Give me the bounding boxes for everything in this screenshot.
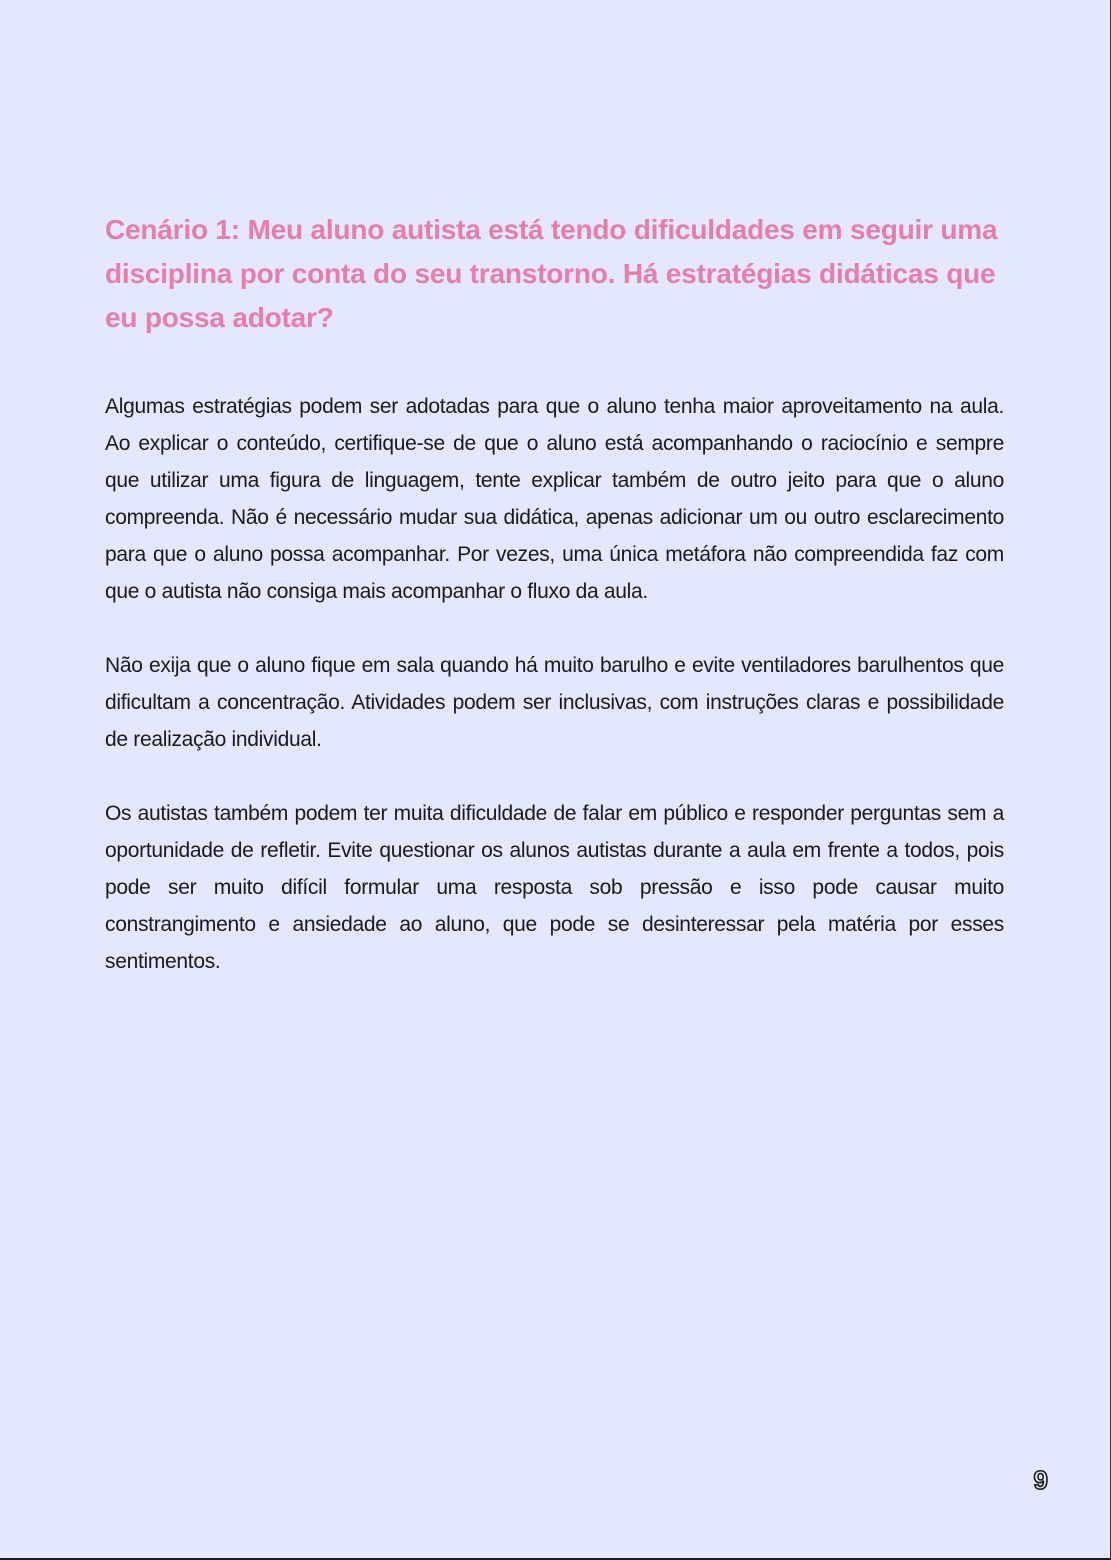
paragraph-3: Os autistas também podem ter muita dificuldade de falar em público e responder perguntas sem a oportunidade de refletir. Evite questionar os alunos autistas durante a aula em frente a todos, pois pode ser muito difícil formular uma resposta sob pressão e isso pode causar muito constrangimento e ansiedade ao aluno, que pode se desinteressar pela matéria por esses sentimentos.	[105, 802, 1004, 973]
page-content	[105, 208, 1004, 1017]
paragraph-1: Algumas estratégias podem ser adotadas para que o aluno tenha maior aproveitamento na aula. Ao explicar o conteúdo, certifique-se de que o aluno está acompanhando o raciocínio e sempre que utilizar uma figura de linguagem, tente explicar também de outro jeito para que o aluno compreenda. Não é necessário mudar sua didática, apenas adicionar um ou outro esclarecimento para que o aluno possa acompanhar. Por vezes, uma única metáfora não compreendida faz com que o autista não consiga mais acompanhar o fluxo da aula.	[105, 395, 1004, 603]
scenario-title: Cenário 1: Meu aluno autista está tendo dificuldades em seguir uma disciplina por conta do seu transtorno. Há estratégias didáticas que eu possa adotar?	[105, 214, 998, 333]
paragraph-2: Não exija que o aluno fique em sala quando há muito barulho e evite ventiladores barulhentos que dificultam a concentração. Atividades podem ser inclusivas, com instruções claras e possibilidade de realização individual.	[105, 654, 1004, 751]
page-number: 9	[1033, 1465, 1048, 1495]
